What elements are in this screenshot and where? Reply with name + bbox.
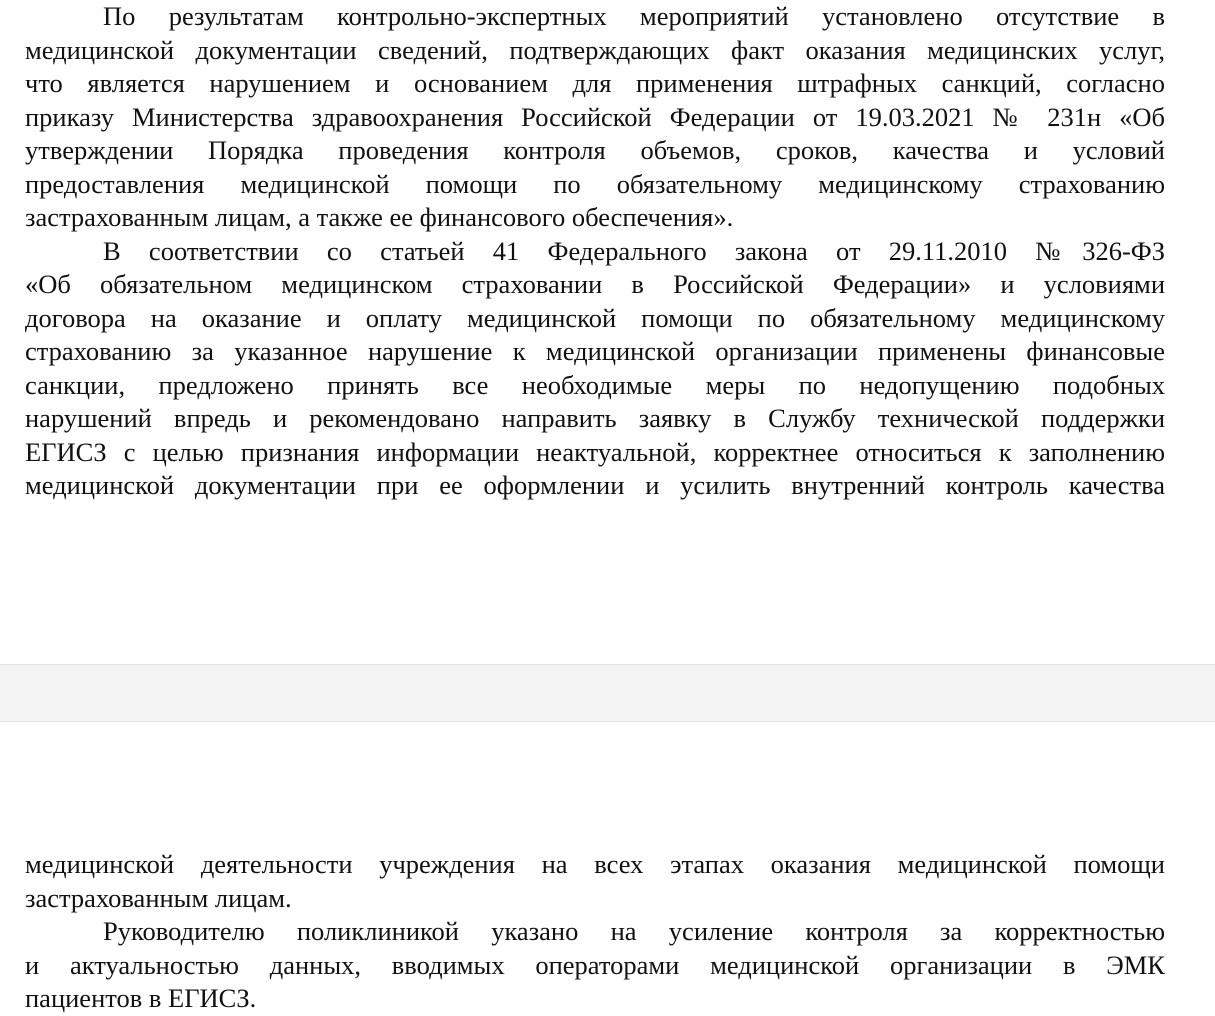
paragraph-1-line-7: застрахованным лицам, а также ее финансового обеспечения». [25, 202, 734, 232]
document-page-2 [0, 722, 1215, 1012]
page-break-gap [0, 664, 1215, 722]
paragraph-2-line-5: санкции, предложено принять все необходимые меры по недопущению подобных [25, 369, 1165, 400]
paragraph-3-line-3: пациентов в ЕГИСЗ. [25, 983, 257, 1013]
paragraph-2-line-9: медицинской деятельности учреждения на всех этапах оказания медицинской помощи [25, 849, 1165, 879]
paragraph-2-line-7: ЕГИСЗ с целью признания информации неактуальной, корректнее относиться к заполнению [25, 436, 1165, 467]
paragraph-1-line-6: предоставления медицинской помощи по обязательному медицинскому страхованию [25, 168, 1165, 199]
paragraph-2-line-1: В соответствии со статьей 41 Федерального закона от 29.11.2010 №326-ФЗ [103, 235, 1165, 266]
paragraph-2-line-10: застрахованным лицам. [25, 882, 292, 913]
paragraph-1-line-3: что является нарушением и основанием для применения штрафных санкций, согласно [25, 68, 1165, 98]
paragraph-1-line-4: приказу Министерства здравоохранения Российской Федерации от 19.03.2021 № 231н «Об [25, 101, 1165, 132]
paragraph-3-line-1: Руководителю поликлиникой указано на усиление контроля за корректностью [103, 916, 1165, 946]
paragraph-2-line-4: страхованию за указанное нарушение к медицинской организации применены финансовые [25, 336, 1165, 366]
paragraph-2-line-6: нарушений впредь и рекомендовано направить заявку в Службу технической поддержки [25, 403, 1165, 433]
paragraph-3-line-2: и актуальностью данных, вводимых операторами медицинской организации в ЭМК [25, 949, 1165, 980]
paragraph-1-line-1: По результатам контрольно-экспертных мероприятий установлено отсутствие в [103, 1, 1165, 31]
paragraph-1-line-2: медицинской документации сведений, подтверждающих факт оказания медицинских услуг, [25, 34, 1165, 65]
paragraph-2-line-8: медицинской документации при ее оформлении и усилить внутренний контроль качества [25, 470, 1165, 500]
paragraph-2-line-3: договора на оказание и оплату медицинской помощи по обязательному медицинскому [25, 302, 1165, 333]
paragraph-1-line-5: утверждении Порядка проведения контроля объемов, сроков, качества и условий [25, 135, 1165, 165]
paragraph-2-line-2: «Об обязательном медицинском страховании в Российской Федерации» и условиями [25, 269, 1165, 299]
